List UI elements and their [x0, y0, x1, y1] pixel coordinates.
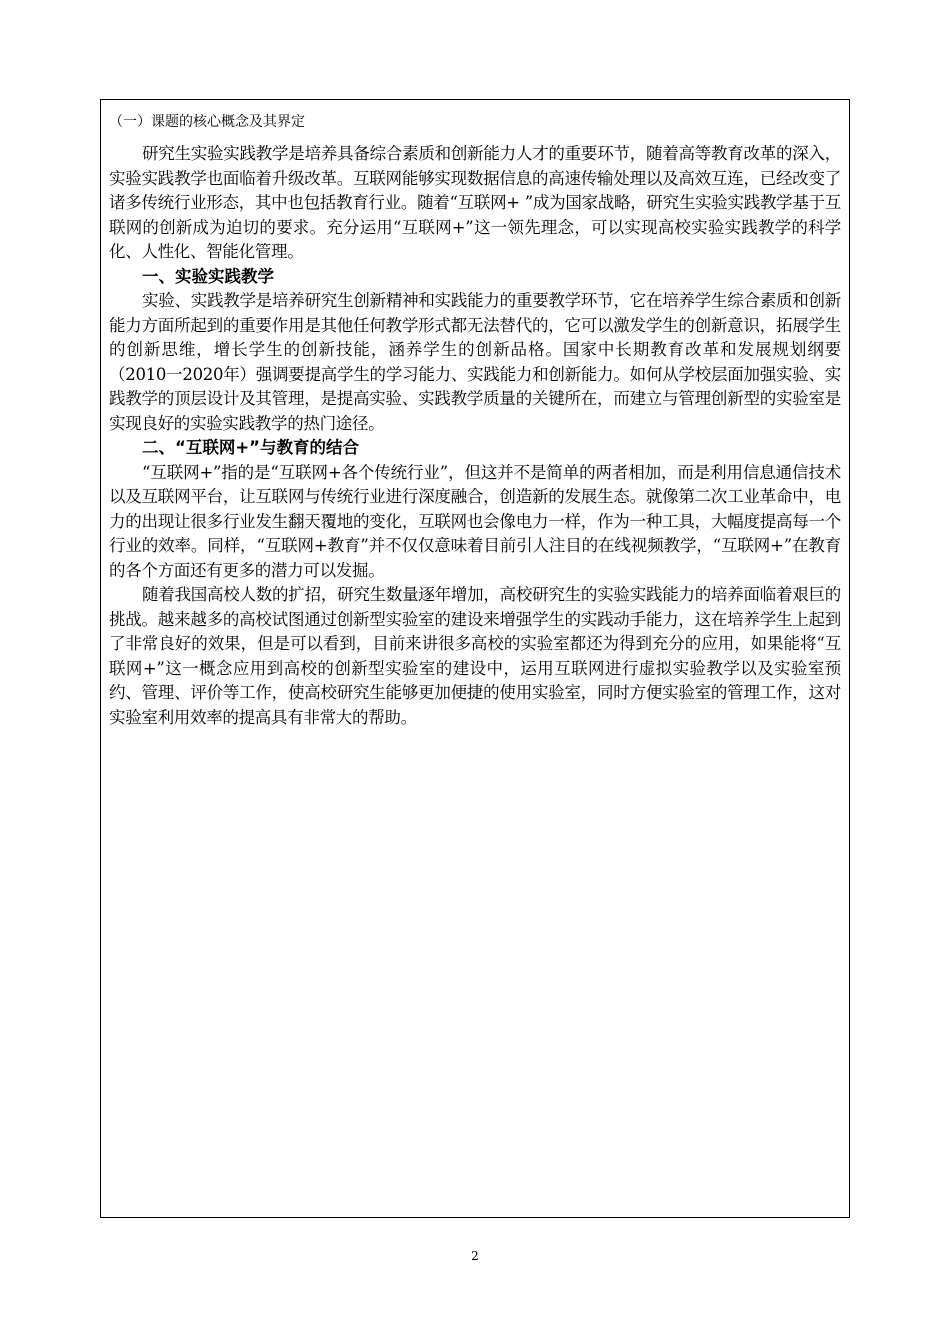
document-body	[109, 112, 841, 730]
paragraph-lab-construction: 随着我国高校人数的扩招，研究生数量逐年增加，高校研究生的实验实践能力的培养面临着艰巨的挑战。越来越多的高校试图通过创新型实验室的建设来增强学生的实践动手能力，这在培养学生上起到了非常良好的效果，但是可以看到，目前来讲很多高校的实验室都还为得到充分的应用，如果能将“互联网+”这一概念应用到高校的创新型实验室的建设中，运用互联网进行虚拟实验教学以及实验室预约、管理、评价等工作，使高校研究生能够更加便捷的使用实验室，同时方便实验室的管理工作，这对实验室利用效率的提高具有非常大的帮助。	[109, 585, 841, 727]
section-label: （一）课题的核心概念及其界定	[109, 114, 305, 130]
paragraph-experimental-teaching: 实验、实践教学是培养研究生创新精神和实践能力的重要教学环节，它在培养学生综合素质和创新能力方面所起到的重要作用是其他任何教学形式都无法替代的，它可以激发学生的创新意识，拓展学生的创新思维，增长学生的创新技能，涵养学生的创新品格。国家中长期教育改革和发展规划纲要（2010一2020年）强调要提高学生的学习能力、实践能力和创新能力。如何从学校层面加强实验、实践教学的顶层设计及其管理，是提高实验、实践教学质量的关键所在，而建立与管理创新型的实验室是实现良好的实验实践教学的热门途径。	[109, 291, 841, 433]
heading-experimental-teaching: 一、实验实践教学	[142, 266, 274, 286]
paragraph-internet-plus-definition: “互联网+”指的是“互联网+各个传统行业”，但这并不是简单的两者相加，而是利用信息通信技术以及互联网平台，让互联网与传统行业进行深度融合，创造新的发展生态。就像第二次工业革命中，电力的出现让很多行业发生翻天覆地的变化，互联网也会像电力一样，作为一种工具，大幅度提高每一个行业的效率。同样，“互联网+教育”并不仅仅意味着目前引人注目的在线视频教学，“互联网+”在教育的各个方面还有更多的潜力可以发掘。	[109, 462, 841, 580]
page-number: 2	[471, 1249, 479, 1263]
content-frame	[100, 99, 850, 1218]
paragraph-intro: 研究生实验实践教学是培养具备综合素质和创新能力人才的重要环节，随着高等教育改革的深入，实验实践教学也面临着升级改革。互联网能够实现数据信息的高速传输处理以及高效互连，已经改变了诸多传统行业形态，其中也包括教育行业。随着“互联网+ ”成为国家战略，研究生实验实践教学基于互联网的创新成为迫切的要求。充分运用“互联网+”这一领先理念，可以实现高校实验实践教学的科学化、人性化、智能化管理。	[109, 144, 841, 261]
heading-internet-plus-education: 二、“互联网+”与教育的结合	[142, 438, 360, 457]
